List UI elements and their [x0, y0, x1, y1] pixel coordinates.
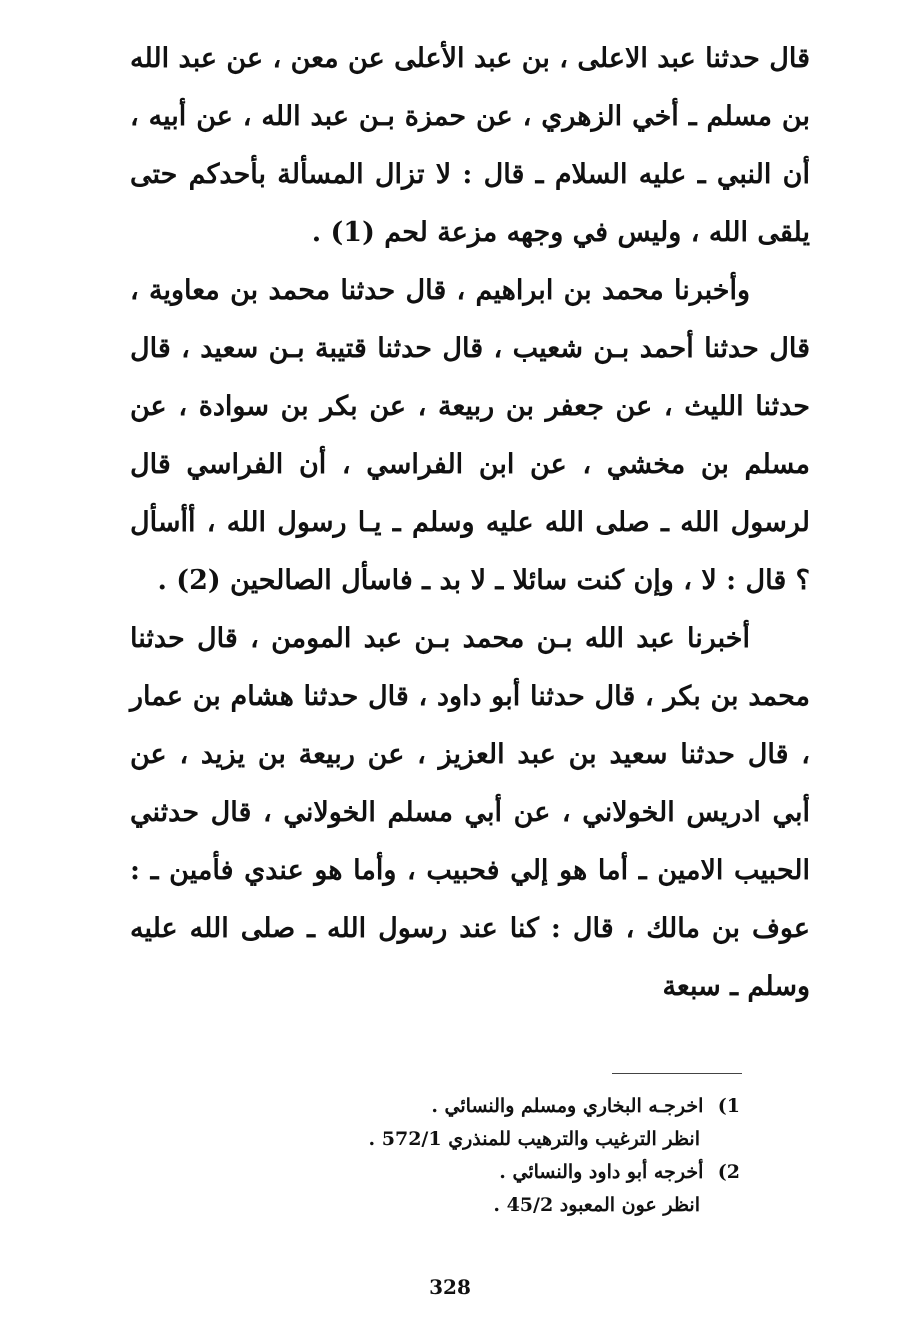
footnote-separator: [612, 1073, 742, 1074]
paragraph-3: أخبرنا عبد الله بـن محمد بـن عبد المومن ، قال حدثنا محمد بن بكر ، قال حدثنا أبو داود ، قال حدثنا هشام بن عمار ، قال حدثنا سعيد بن عبد العزيز ، عن ربيعة بن يزيد ، عن أبي ادريس الخولاني ، عن أبي مسلم الخولاني ، قال حدثني الحبيب الامين ـ أما هو إلي فحبيب ، وأما هو عندي فأمين ـ : عوف بن مالك ، قال : كنا عند رسول الله ـ صلى الله عليه وسلم ـ سبعة: [130, 623, 810, 1002]
footnote-1-number: 1): [717, 1095, 740, 1117]
footnote-2: [300, 1156, 740, 1189]
footnote-2-line1: أخرجه أبو داود والنسائي .: [499, 1161, 704, 1183]
footnote-2-number: 2): [717, 1161, 740, 1183]
footnote-1: [300, 1090, 740, 1123]
footnotes: [300, 1090, 740, 1222]
main-text: [130, 30, 810, 1016]
page-number: 328: [429, 1275, 471, 1299]
footnote-1-line1: اخرجـه البخاري ومسلم والنسائي .: [431, 1095, 704, 1117]
paragraph-1: قال حدثنا عبد الاعلى ، بن عبد الأعلى عن معن ، عن عبد الله بن مسلم ـ أخي الزهري ، عن حمزة بـن عبد الله ، عن أبيه ، أن النبي ـ عليه السلام ـ قال : لا تزال المسألة بأحدكم حتى يلقى الله ، وليس في وجهه مزعة لحم (1) .: [130, 43, 810, 248]
paragraph-2: وأخبرنا محمد بن ابراهيم ، قال حدثنا محمد بن معاوية ، قال حدثنا أحمد بـن شعيب ، قال حدثنا قتيبة بـن سعيد ، قال حدثنا الليث ، عن جعفر بن ربيعة ، عن بكر بن سوادة ، عن مسلم بن مخشي ، عن ابن الفراسي ، أن الفراسي قال لرسول الله ـ صلى الله عليه وسلم ـ يـا رسول الله ، أأسأل ؟ قال : لا ، وإن كنت سائلا ـ لا بد ـ فاسأل الصالحين (2) .: [130, 275, 810, 596]
footnote-1-reference: انظر الترغيب والترهيب للمنذري 572/1 .: [368, 1128, 700, 1150]
footnote-2-reference: انظر عون المعبود 45/2 .: [493, 1194, 700, 1216]
